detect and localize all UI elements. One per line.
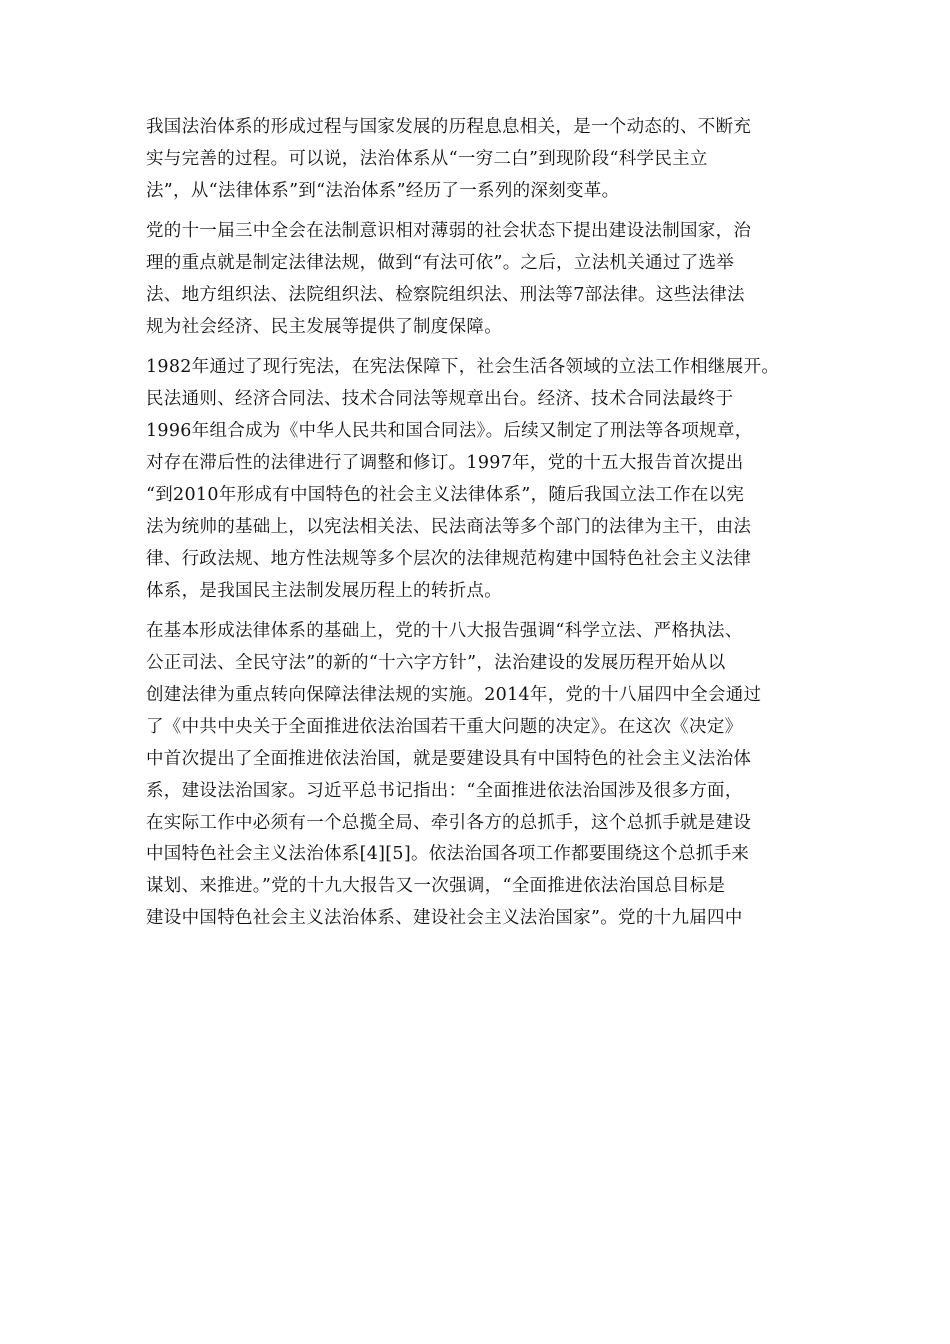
text-line: 1996年组合成为《中华人民共和国合同法》。后续又制定了刑法等各项规章，: [146, 421, 753, 442]
text-line: 1982年通过了现行宪法，在宪法保障下，社会生活各领域的立法工作相继展开。: [146, 357, 780, 378]
text-line: 系，建设法治国家。习近平总书记指出：“全面推进依法治国涉及很多方面，: [146, 780, 743, 801]
text-line: 理的重点就是制定法律法规，做到“有法可依”。之后，立法机关通过了选举: [146, 253, 735, 274]
text-line: 党的十一届三中全会在法制意识相对薄弱的社会状态下提出建设法制国家，治: [146, 221, 752, 242]
text-line: 法”，从“法律体系”到“法治体系”经历了一系列的深刻变革。: [146, 180, 620, 201]
text-line: 在实际工作中必须有一个总揽全局、牵引各方的总抓手，这个总抓手就是建设: [146, 812, 752, 833]
text-line: 创建法律为重点转向保障法律法规的实施。2014年，党的十八届四中全会通过: [146, 684, 762, 705]
text-line: 中首次提出了全面推进依法治国，就是要建设具有中国特色的社会主义法治体: [146, 748, 752, 769]
text-line: 公正司法、全民守法”的新的“十六字方针”，法治建设的发展历程开始从以: [146, 653, 726, 674]
text-line: 实与完善的过程。可以说，法治体系从“一穷二白”到现阶段“科学民主立: [146, 148, 708, 169]
text-line: 中国特色社会主义法治体系[4][5]。依法治国各项工作都要围绕这个总抓手来: [146, 844, 750, 865]
text-line: 法、地方组织法、法院组织法、检察院组织法、刑法等7部法律。这些法律法: [146, 285, 745, 306]
text-line: “到2010年形成有中国特色的社会主义法律体系”，随后我国立法工作在以宪: [146, 485, 745, 506]
text-line: 我国法治体系的形成过程与国家发展的历程息息相关，是一个动态的、不断充: [146, 117, 752, 137]
text-line: 建设中国特色社会主义法治体系、建设社会主义法治国家”。党的十九届四中: [146, 908, 743, 929]
text-line: 民法通则、经济合同法、技术合同法等规章出台。经济、技术合同法最终于: [146, 389, 734, 410]
text-line: 律、行政法规、地方性法规等多个层次的法律规范构建中国特色社会主义法律: [146, 548, 752, 569]
text-line: 法为统帅的基础上，以宪法相关法、民法商法等多个部门的法律为主干，由法: [146, 516, 752, 537]
text-line: 了《中共中央关于全面推进依法治国若干重大问题的决定》。在这次《决定》: [146, 716, 743, 737]
text-line: 谋划、来推进。”党的十九大报告又一次强调，“全面推进依法治国总目标是: [146, 876, 726, 897]
body-text: [146, 112, 806, 935]
text-line: 体系，是我国民主法制发展历程上的转折点。: [146, 580, 502, 601]
text-line: 规为社会经济、民主发展等提供了制度保障。: [146, 316, 502, 337]
text-line: 对存在滞后性的法律进行了调整和修订。1997年，党的十五大报告首次提出: [146, 453, 744, 474]
text-line: 在基本形成法律体系的基础上，党的十八大报告强调“科学立法、严格执法、: [146, 621, 743, 642]
